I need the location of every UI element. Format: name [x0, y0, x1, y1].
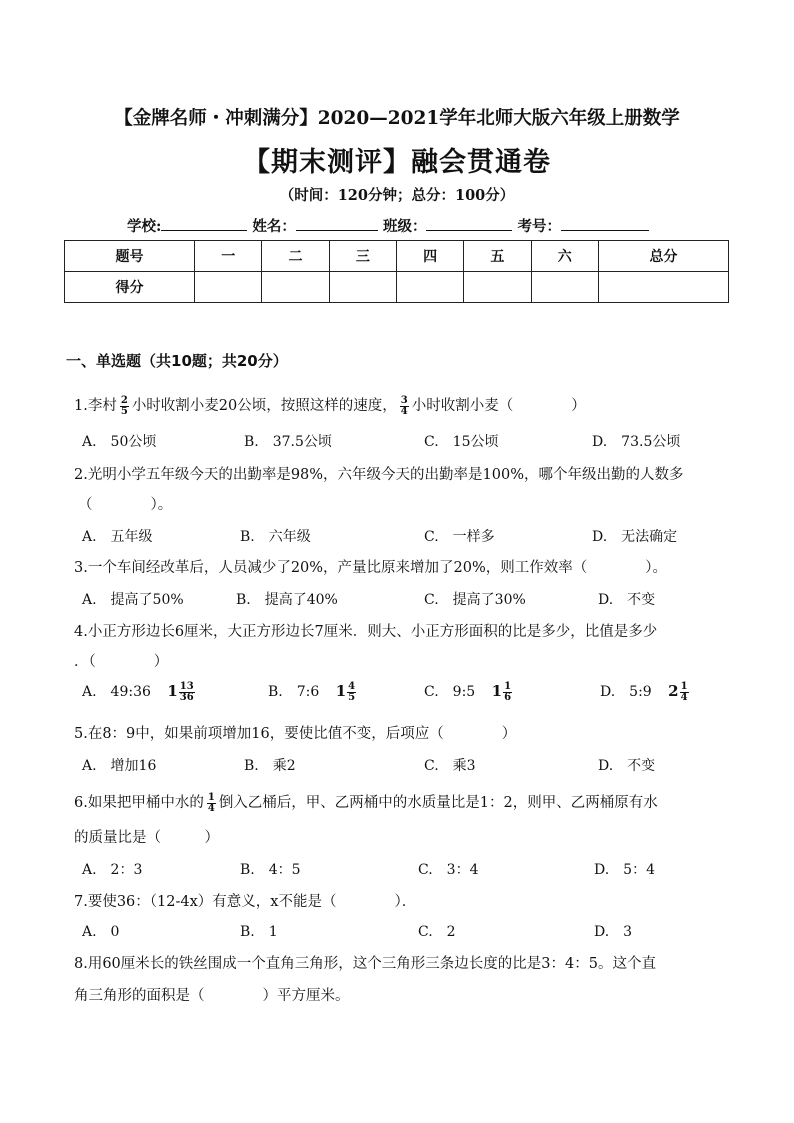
title-line-1: 【金牌名师・冲刺满分】2020—2021学年北师大版六年级上册数学	[114, 108, 680, 129]
q7-option-a[interactable]: A. 0	[82, 924, 120, 940]
q4-option-a[interactable]	[82, 681, 198, 703]
question-4-line-2: ．（ ）	[74, 654, 169, 670]
fraction-denominator: 5	[348, 691, 356, 703]
q2-option-a[interactable]: A. 五年级	[82, 529, 153, 545]
mixed-whole: 2	[668, 682, 679, 700]
section-title: 一、单选题（共10题；共20分）	[66, 352, 288, 370]
fraction	[179, 682, 195, 703]
q2-option-b[interactable]: B. 六年级	[240, 529, 311, 545]
q3-option-b[interactable]: B. 提高了40%	[236, 592, 338, 608]
fraction	[680, 682, 689, 703]
question-6	[74, 791, 658, 814]
q4-option-a-label: A. 49:36	[82, 684, 151, 700]
mixed-whole: 1	[491, 682, 503, 700]
q3-option-a[interactable]: A. 提高了50%	[82, 592, 184, 608]
mixed-whole: 1	[335, 682, 347, 700]
score-cell[interactable]	[531, 272, 598, 303]
mixed-number	[167, 680, 197, 703]
question-8-line-2: 角三角形的面积是（ ）平方厘米。	[74, 988, 350, 1004]
q4-option-b-label: B. 7:6	[268, 684, 320, 700]
question-2-line-2: （ ）。	[78, 497, 173, 513]
mixed-number	[491, 680, 515, 703]
mixed-whole: 1	[167, 682, 178, 700]
fraction	[207, 793, 216, 814]
q4-option-b[interactable]	[268, 681, 359, 703]
fraction-numerator: 13	[179, 680, 194, 692]
score-table-row-label: 得分	[65, 272, 195, 303]
score-cell[interactable]	[329, 272, 396, 303]
fraction	[120, 396, 129, 417]
fraction-denominator: 4	[680, 691, 688, 703]
q6-text-a: 6.如果把甲桶中水的	[74, 795, 204, 811]
name-field[interactable]	[296, 216, 378, 231]
question-8: 8.用60厘米长的铁丝围成一个直角三角形，这个三角形三条边长度的比是3：4：5。这个直	[74, 956, 656, 972]
question-3: 3.一个车间经改革后，人员减少了20%，产量比原来增加了20%，则工作效率（ ）。	[74, 560, 668, 576]
score-cell[interactable]	[262, 272, 329, 303]
score-cell[interactable]	[396, 272, 463, 303]
score-table-col: 五	[464, 241, 531, 272]
q3-option-c[interactable]: C. 提高了30%	[424, 592, 526, 608]
class-label: 班级：	[382, 218, 427, 235]
score-table-col: 三	[329, 241, 396, 272]
q6-option-d[interactable]: D. 5：4	[594, 862, 655, 878]
name-label: 姓名：	[252, 218, 296, 235]
student-info-line	[127, 215, 649, 236]
score-table-score-row	[65, 272, 729, 303]
q7-option-d[interactable]: D. 3	[594, 924, 633, 940]
mixed-number	[335, 680, 359, 703]
q1-option-d[interactable]: D. 73.5公顷	[592, 434, 681, 450]
exam-number-label: 考号：	[517, 218, 562, 235]
question-2: 2.光明小学五年级今天的出勤率是98%，六年级今天的出勤率是100%，哪个年级出勤的人数多	[74, 467, 684, 483]
fraction-denominator: 5	[120, 405, 128, 417]
fraction-numerator: 1	[504, 680, 512, 692]
score-table-col: 一	[195, 241, 262, 272]
fraction	[347, 682, 356, 703]
q5-option-c[interactable]: C. 乘3	[424, 758, 476, 774]
fraction	[400, 396, 409, 417]
q1-text-b: 小时收割小麦20公顷，按照这样的速度，	[131, 398, 397, 414]
fraction-numerator: 1	[207, 791, 215, 803]
score-table-col: 总分	[598, 241, 728, 272]
fraction-denominator: 4	[207, 802, 215, 814]
time-info: （时间：120分钟；总分：100分）	[279, 187, 515, 204]
q7-option-b[interactable]: B. 1	[240, 924, 278, 940]
q4-option-c[interactable]	[424, 681, 515, 703]
q6-option-a[interactable]: A. 2：3	[82, 862, 143, 878]
q3-option-d[interactable]: D. 不变	[598, 592, 656, 608]
q1-text-a: 1.李村	[74, 398, 117, 414]
score-table	[64, 240, 729, 303]
q4-option-d-label: D. 5:9	[600, 684, 652, 700]
q7-option-c[interactable]: C. 2	[418, 924, 456, 940]
fraction-denominator: 36	[179, 691, 194, 703]
question-4: 4.小正方形边长6厘米，大正方形边长7厘米．则大、小正方形面积的比是多少，比值是多少	[74, 624, 658, 640]
fraction-numerator: 3	[400, 394, 408, 406]
school-label: 学校:	[127, 218, 162, 235]
fraction-denominator: 4	[400, 405, 408, 417]
q5-option-b[interactable]: B. 乘2	[244, 758, 296, 774]
question-7: 7.要使36：（12-4x）有意义，x不能是（ ）．	[74, 894, 417, 910]
score-cell[interactable]	[464, 272, 531, 303]
q5-option-d[interactable]: D. 不变	[598, 758, 656, 774]
score-cell[interactable]	[195, 272, 262, 303]
q6-option-c[interactable]: C. 3：4	[418, 862, 479, 878]
q1-text-c: 小时收割小麦（ ）	[411, 398, 586, 414]
q6-option-b[interactable]: B. 4：5	[240, 862, 301, 878]
question-5: 5.在8：9中，如果前项增加16，要使比值不变，后项应（ ）	[74, 726, 517, 742]
fraction-numerator: 2	[120, 394, 128, 406]
q2-option-c[interactable]: C. 一样多	[424, 529, 495, 545]
q2-option-d[interactable]: D. 无法确定	[592, 529, 678, 545]
question-1	[74, 394, 586, 417]
question-6-line-2: 的质量比是（ ）	[74, 830, 219, 846]
fraction	[503, 682, 512, 703]
q1-option-b[interactable]: B. 37.5公顷	[244, 434, 332, 450]
class-field[interactable]	[426, 216, 512, 231]
fraction-numerator: 1	[680, 680, 688, 692]
q1-option-a[interactable]: A. 50公顷	[82, 434, 157, 450]
fraction-denominator: 6	[504, 691, 512, 703]
fraction-numerator: 4	[348, 680, 356, 692]
score-table-row-label: 题号	[65, 241, 195, 272]
exam-number-field[interactable]	[561, 216, 649, 231]
score-table-col: 四	[396, 241, 463, 272]
q1-option-c[interactable]: C. 15公顷	[424, 434, 499, 450]
title-line-2: 【期末测评】融会贯通卷	[243, 147, 551, 178]
score-table-col: 二	[262, 241, 329, 272]
q4-option-c-label: C. 9:5	[424, 684, 476, 700]
score-cell[interactable]	[598, 272, 728, 303]
school-field[interactable]	[161, 216, 247, 231]
q4-option-d[interactable]	[600, 681, 692, 703]
score-table-header-row	[65, 241, 729, 272]
q6-text-b: 倒入乙桶后，甲、乙两桶中的水质量比是1：2，则甲、乙两桶原有水	[218, 795, 658, 811]
mixed-number	[668, 680, 691, 703]
score-table-col: 六	[531, 241, 598, 272]
q5-option-a[interactable]: A. 增加16	[82, 758, 157, 774]
